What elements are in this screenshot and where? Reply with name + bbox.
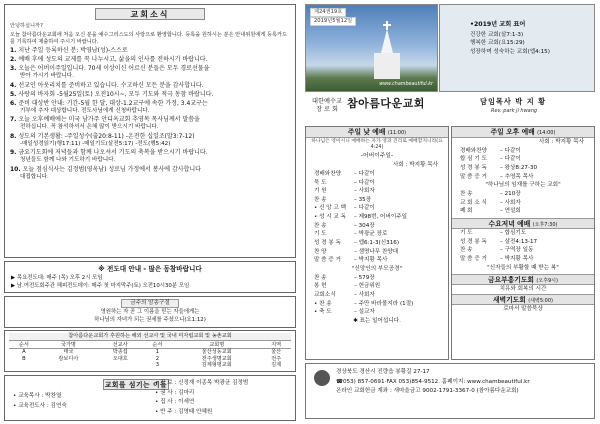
mission-cell: 2 [155,355,160,362]
order-item: 교회소식 [314,292,336,299]
news-list [10,46,290,181]
mission-cell [9,362,39,369]
news-item-number: 4. [10,81,17,89]
order-value: – 추영목 목사 [500,173,534,180]
mission-cell: B [22,355,26,362]
order-item: • 찬 송 [314,300,332,307]
mission-title: 참아름다운교회가 후원하는 해외 선교사 및 국내 미자립교회 및 농촌교회 [9,333,291,341]
church-logo-icon [314,370,330,386]
order-item: 찬 송 [460,190,473,197]
news-item-number: 1. [10,47,17,55]
news-item-number: 9. [10,149,17,157]
news-item-text: 지난 주일 등록하신 분: 박영남(성)-스스로 [18,47,128,55]
left-panel [3,3,297,421]
order-item: 성 경 봉 독 [460,164,487,171]
evangelism-notice [4,261,296,293]
service-time: (새벽5:00) [528,297,553,304]
service-title: 새벽기도회 [492,295,526,304]
church-news-title: 교회소식 [95,8,205,20]
order-row [460,238,586,247]
memory-verse-title: 금주의 암송구절 [121,299,179,308]
notice-heading: ※ 전도대 안내 - 많은 동참바랍니다 [98,265,202,273]
servants-left [13,392,67,411]
morning-order-list-2 [306,274,448,317]
order-item: 말 씀 증 거 [314,257,341,264]
order-value: – 합심기도 [500,229,527,236]
servant-line: • 권 사 : 김마리 [155,389,195,396]
mission-table [9,342,291,369]
service-title: 주일 오후 예배 [490,128,535,136]
afternoon-service-title [452,127,594,138]
news-item-sub: 청년들도 함께 나와 기도하기 바랍니다. [20,157,116,164]
order-item: 성 경 봉 독 [460,238,487,245]
order-item: 경배와찬양 [314,170,342,177]
order-row [314,274,440,283]
order-value: – 다같이 [354,205,375,212]
order-value: – 사회자 [354,188,375,195]
servant-line: • 교육전도사 : 김연숙 [13,402,67,409]
service-leader: 사회 : 박지황 목사 [538,139,584,145]
order-value: – 사회자 [354,292,375,299]
mission-cell: 김제형평교회 [201,362,232,368]
motto-line: 건강한 교회(살7:1-3) [470,31,524,38]
news-item-text: 오늘 오후예배에는 미국 남가주 안디옥교회 추영목 목사님께서 말씀을 [18,116,200,124]
table-row [9,349,291,356]
order-row [314,179,440,188]
standing-note: ✱ 표는 일어섭니다. [353,318,401,325]
order-row [314,213,440,222]
mission-header-cell: 지역 [261,342,291,349]
mission-support-table [4,330,296,372]
news-item-number: 7. [10,116,17,124]
order-value: – 샘명나무 찬양대 [354,248,399,255]
news-item-number: 5. [10,90,17,98]
order-item: 말 씀 증 거 [460,173,487,180]
service-time: (14:00) [537,130,556,136]
news-item-number: 10. [10,165,21,173]
church-motto [439,4,595,92]
photo-url: www.chambeautiful.kr [379,82,433,88]
sermon-title: "하나님의 임재를 구하는 교회" [485,182,561,189]
afternoon-services [451,126,595,360]
order-value: – 다같이 [500,147,521,154]
wednesday-order-list [452,229,594,264]
order-value: – 210장 [500,190,521,197]
servant-line: • 장 로 : 신정재 이종목 박광균 김정범 [155,380,249,386]
service-time: (오후9시) [536,278,558,285]
order-item: 찬 송 [314,196,327,203]
mission-cell [39,362,98,369]
pastor-name-en: Rev. park ji hwang [491,108,538,114]
church-header [305,95,595,123]
news-item-text: 준비 대상반 안내: 기간-5월 한 달, 대상-1.2교구에 속한 가정, 3.4교구는 [18,99,208,107]
service-subtitle: -어버이주일- [360,152,394,159]
order-row [460,229,586,238]
denomination-line: 장 로 회 [316,106,338,114]
news-item-sub: 대접합니다. [20,173,49,180]
servants-title: 교회를 섬기는 이들 [104,381,168,389]
mission-cell: 전주생명교회 [201,355,232,362]
order-value: – 설교자 [354,309,375,316]
order-row [314,196,440,205]
memory-verse [4,296,296,328]
mission-cell: 1 [155,349,160,355]
mission-cell: 캄보디아 [58,355,79,362]
church-name: 참아름다운교회 [347,97,425,110]
news-item-sub: 받아 가시기 바랍니다. [20,73,74,80]
news-item [10,99,290,116]
service-title: 수요저녁 예배 [488,219,531,228]
news-item [10,165,290,182]
order-value: – 헌금위원 [354,283,381,290]
bank-account: 온라인 교회헌금 계좌 : 새마을금고 9002-1791-3367-0 (참아름다운교회) [336,388,519,394]
order-row [460,246,586,255]
order-item: • 성 시 교 독 [314,214,347,221]
denomination-line: 대한예수교 [312,98,342,105]
friday-prayer-title [452,274,594,285]
service-title: 주일 낮 예배 [347,128,386,136]
order-value: – 연설회 [500,208,521,215]
order-row [460,155,586,164]
mission-cell: 오대호 [112,355,128,362]
mission-cell: 전주 [271,355,282,362]
order-value: – 다같이 [354,179,375,186]
order-item: 말 씀 증 거 [460,255,487,262]
order-item: 교 회 소 식 [460,199,487,206]
order-value: – 엡6:1-3(신316) [354,240,400,247]
notice-line: ▶ 남.여전도회주관 해피전도데이: 매주 첫 마지막주(토) 오전10시30분 모임 [11,282,190,289]
order-row [314,248,440,257]
news-item-sub: 기부에 추자 대상합니다. 전도사님에게 신청바랍니다. [20,107,150,114]
news-item [10,64,290,81]
denomination [309,98,345,114]
address: 경상북도 경산시 진량읍 봉황길 27-17 [336,369,430,375]
mission-cell: 3 [155,362,160,368]
greeting-text: 안녕하십니까? [10,23,43,29]
table-row [9,362,291,369]
verse-line: 하나님의 자녀가 되는 권세를 주셨으니(요1:12) [94,316,206,323]
news-item-text: 성도의 기본생활: -주일성수(출20:8-11) -온전한 십일조(말3:7-12) [18,132,195,140]
church-contact [305,363,595,419]
news-item [10,81,290,90]
order-item: 기 도 [314,231,327,238]
news-item-number: 3. [10,65,17,73]
service-verse: 하나님은 영이시니 예배하는 자가 영과 진리로 예배할지니라(요4:24) [311,139,443,150]
order-row [460,207,586,216]
order-value: – 구역장 일동 [500,247,534,254]
news-item [10,148,290,165]
dawn-prayer-line: 로마서 말씀묵상 [503,305,543,312]
order-item: 기 원 [314,188,327,195]
order-item: 찬 송 [460,247,473,254]
mission-header-cell: 국가명 [39,342,98,349]
order-row [314,291,440,300]
service-time: (오후7:30) [532,221,558,228]
order-item: 찬 송 [314,274,327,281]
mission-cell [98,362,143,369]
morning-service-title [306,127,448,138]
church-photo [305,4,438,92]
church-building-icon [366,29,406,79]
order-value: – 박지황 목사 [500,255,534,262]
news-item-number: 2. [10,56,17,64]
order-row [314,170,440,179]
news-item-text: 사랑의 바자회 -5월25일(토) 오전10시~, 모두 기도와 적극 동참 바랍니다. [18,90,214,98]
order-item: • 신 앙 고 백 [314,205,347,212]
order-item: 봉 헌 [314,283,327,290]
order-value: – 35장 [354,196,372,203]
order-row [314,222,440,231]
motto-heading: •2019년 교회 표어 [470,21,526,28]
order-item: 폐 회 [460,208,473,215]
order-value: – 304장 [354,222,375,229]
motto-line: 성장하며 성숙하는 교회(엡4:15) [470,49,550,56]
order-row [460,199,586,208]
order-row [314,308,440,317]
order-value: – 579장 [354,274,375,281]
order-value: – 왕상8:27-30 [500,164,538,171]
order-row [460,164,586,173]
issue-number: 제24권19호 [310,8,346,17]
news-item [10,55,290,64]
afternoon-order-list-2 [452,190,594,216]
mission-cell: 김제 [271,362,282,368]
service-title: 금요부흥기도회 [488,276,534,285]
sermon-title: "신앙인의 부모공경" [351,266,403,273]
morning-order-list [306,170,448,265]
notice-line: ▶ 목요전도대: 매주 (목) 오후 2시 모임 [11,275,103,282]
right-panel [303,3,597,421]
afternoon-order-list [452,147,594,182]
order-row [314,239,440,248]
order-item: 찬 송 [314,222,327,229]
dawn-prayer-title [452,294,594,305]
order-item: • 축 도 [314,309,332,316]
order-value: – 제98번, 어버이주일 [354,214,408,221]
news-item [10,132,290,149]
order-row [460,173,586,182]
news-item-text: 금요기도회에 저녁들과 함께 나오셔서 기도의 축복을 받으시기 바랍니다. [18,149,208,157]
church-news-section [4,4,296,258]
mission-cell: 태국 [63,349,74,355]
servant-line: • 교육목사 : 박찬열 [13,393,62,399]
contact-lines [336,368,530,397]
friday-prayer-line: 치유와 회복의 시간 [499,286,547,293]
news-item-text: 오늘은 어버이주일입니다. 70세 이상이신 어르신 분들은 모두 경로선물을 [18,65,210,73]
order-row [314,204,440,213]
order-row [314,230,440,239]
order-value: – 박광균 장로 [354,231,388,238]
issue-date: 2019년5월12일 [310,17,356,26]
news-item-text: 예배 후에 성도의 교제를 꼭 나누시고, 삶을의 인사를 전하시기 바랍니다. [18,56,208,64]
mission-cell: A [22,349,26,355]
service-time: (11:00) [387,130,407,136]
order-row [460,147,586,156]
pastor-name: 담임목사 박 지 황 [480,97,547,106]
order-item: 경배와찬양 [460,147,488,154]
order-item: 찬 양 [314,248,327,255]
news-item-sub: -매일성경읽기(행17:11) -매일기도(살전5:17) -전도(행5:42) [20,140,171,147]
servant-line: • 집 사 : 이세연 [155,399,195,405]
wednesday-service-title [452,218,594,229]
order-value: – 사회자 [500,199,521,206]
order-item: 기 도 [460,229,473,236]
mission-header-cell: 순서 [143,342,173,349]
order-item: 합 심 기 도 [460,156,487,163]
motto-line: 행복한 교회(요15:29) [470,40,525,47]
mission-header-cell: 순서 [9,342,39,349]
mission-header-cell: 교회명 [172,342,261,349]
phone-fax-web: ☎053) 857-0691·FAX 053)854-9512. 홈페이지: www.chambeautiful.kr [336,378,530,385]
news-item-number: 6. [10,99,17,107]
news-item [10,115,290,132]
order-row [460,190,586,199]
mission-header-cell: 선교사 [98,342,143,349]
order-row [314,300,440,309]
news-item [10,46,290,55]
order-value: – 다같이 [500,156,521,163]
order-row [314,187,440,196]
mission-cell: 울산 [271,349,282,355]
order-item: 묵 도 [314,179,327,186]
news-item-text: 오늘 점심식사는 김정범(영옥남) 성로님 가정에서 봉사에 감사합니다 [22,165,201,173]
intro-text: 오늘 참아름다운교회에 처음 오신 분을 예수그리스도의 사랑으로 환영합니다. 등록을 원하시는 분은 안내위원에게 등록카드를 기록하여 제출하여 주시기 바랍니다. [10,32,288,46]
servant-line: • 반 주 : 김영태 안혜원 [155,408,213,415]
mission-cell: 박종섭 [112,349,128,355]
news-item-sub: 전하십니다. 꼭 참석하셔서 은혜 많이 받으시기 바랍니다. [20,124,159,131]
servants-right [155,379,248,417]
order-row [460,255,586,264]
mission-cell: 울산성동교회 [201,349,232,355]
order-value: – 박지황 목사 [354,257,388,264]
news-item-text: 선교인 아웃리치를 준비하고 있습니다. 수고하신 모든 분을 감사합니다. [18,81,204,89]
sermon-title: "신자들의 부활할 때 받는 복" [487,264,559,271]
church-servants [4,375,296,421]
order-value: – 다같이 [354,170,375,177]
service-leader: 사회 : 박지황 목사 [392,162,438,169]
order-value: – 주만 바라볼지라 (1절) [354,300,414,307]
order-item: 성 경 봉 독 [314,240,341,247]
news-item [10,90,290,99]
sunday-morning-service [305,126,449,360]
order-row [314,256,440,265]
order-value: – 살전4:13-17 [500,238,538,245]
news-item-number: 8. [10,132,17,140]
verse-line: 영원하는 자 곧 그 이름을 믿는 자들에게는 [100,308,200,315]
order-row [314,282,440,291]
